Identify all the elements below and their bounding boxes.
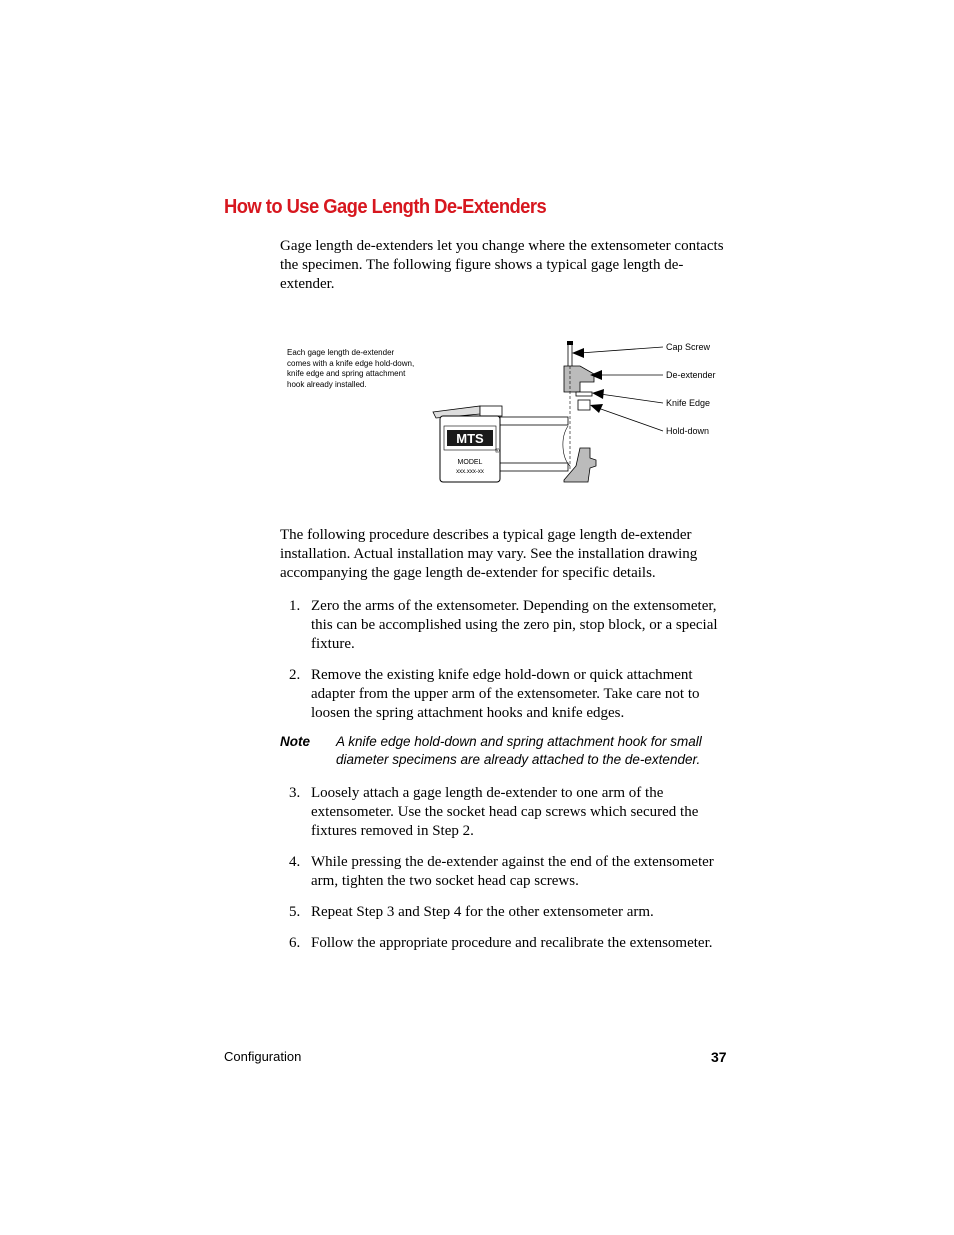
step-number: 4.: [289, 854, 301, 870]
footer-section: Configuration: [224, 1049, 302, 1064]
procedure-intro: The following procedure describes a typical gage length de-extender installation. Actual installation may vary. See the installation drawing accompanying the gage length de-extender for specific details.: [280, 527, 698, 581]
note-label: Note: [280, 734, 310, 749]
step-number: 5.: [289, 904, 301, 920]
page-number: 37: [711, 1049, 727, 1065]
device-logo: MTS: [456, 431, 484, 446]
step-text: Zero the arms of the extensometer. Depending on the extensometer, this can be accomplished using the zero pin, stop block, or a special fixture.: [311, 598, 718, 652]
note-text: A knife edge hold-down and spring attachment hook for small diameter specimens are already attached to the de-extender.: [336, 734, 702, 767]
step-text: Repeat Step 3 and Step 4 for the other extensometer arm.: [311, 904, 654, 920]
callout-hold-down: Hold-down: [666, 426, 710, 436]
callout-de-extender: De-extender: [666, 370, 716, 380]
intro-paragraph: Gage length de-extenders let you change where the extensometer contacts the specimen. The following figure shows a typical gage length de-extender.: [280, 238, 724, 292]
de-extender-figure: [280, 330, 740, 500]
step-number: 1.: [289, 598, 301, 614]
callout-cap-screw: Cap Screw: [666, 342, 711, 352]
extensometer-drawing: [280, 330, 740, 500]
device-model-number: xxx.xxx-xx: [456, 469, 484, 475]
registered-mark: ®: [495, 449, 500, 455]
step-text: Loosely attach a gage length de-extender to one arm of the extensometer. Use the socket head cap screws which secured the fixtures removed in Step 2.: [311, 785, 699, 839]
step-text: Follow the appropriate procedure and recalibrate the extensometer.: [311, 935, 713, 951]
section-title: How to Use Gage Length De-Extenders: [224, 196, 547, 218]
figure-caption: Each gage length de-extender comes with a knife edge hold-down, knife edge and spring attachment hook already installed.: [287, 348, 415, 389]
step-text: While pressing the de-extender against the end of the extensometer arm, tighten the two socket head cap screws.: [311, 854, 714, 889]
device-model-label: MODEL: [457, 459, 483, 466]
step-number: 6.: [289, 935, 301, 951]
step-text: Remove the existing knife edge hold-down or quick attachment adapter from the upper arm of the extensometer. Take care not to loosen the spring attachment hooks and knife edges.: [311, 667, 700, 721]
step-number: 2.: [289, 667, 301, 683]
callout-knife-edge: Knife Edge: [666, 398, 711, 408]
step-number: 3.: [289, 785, 301, 801]
